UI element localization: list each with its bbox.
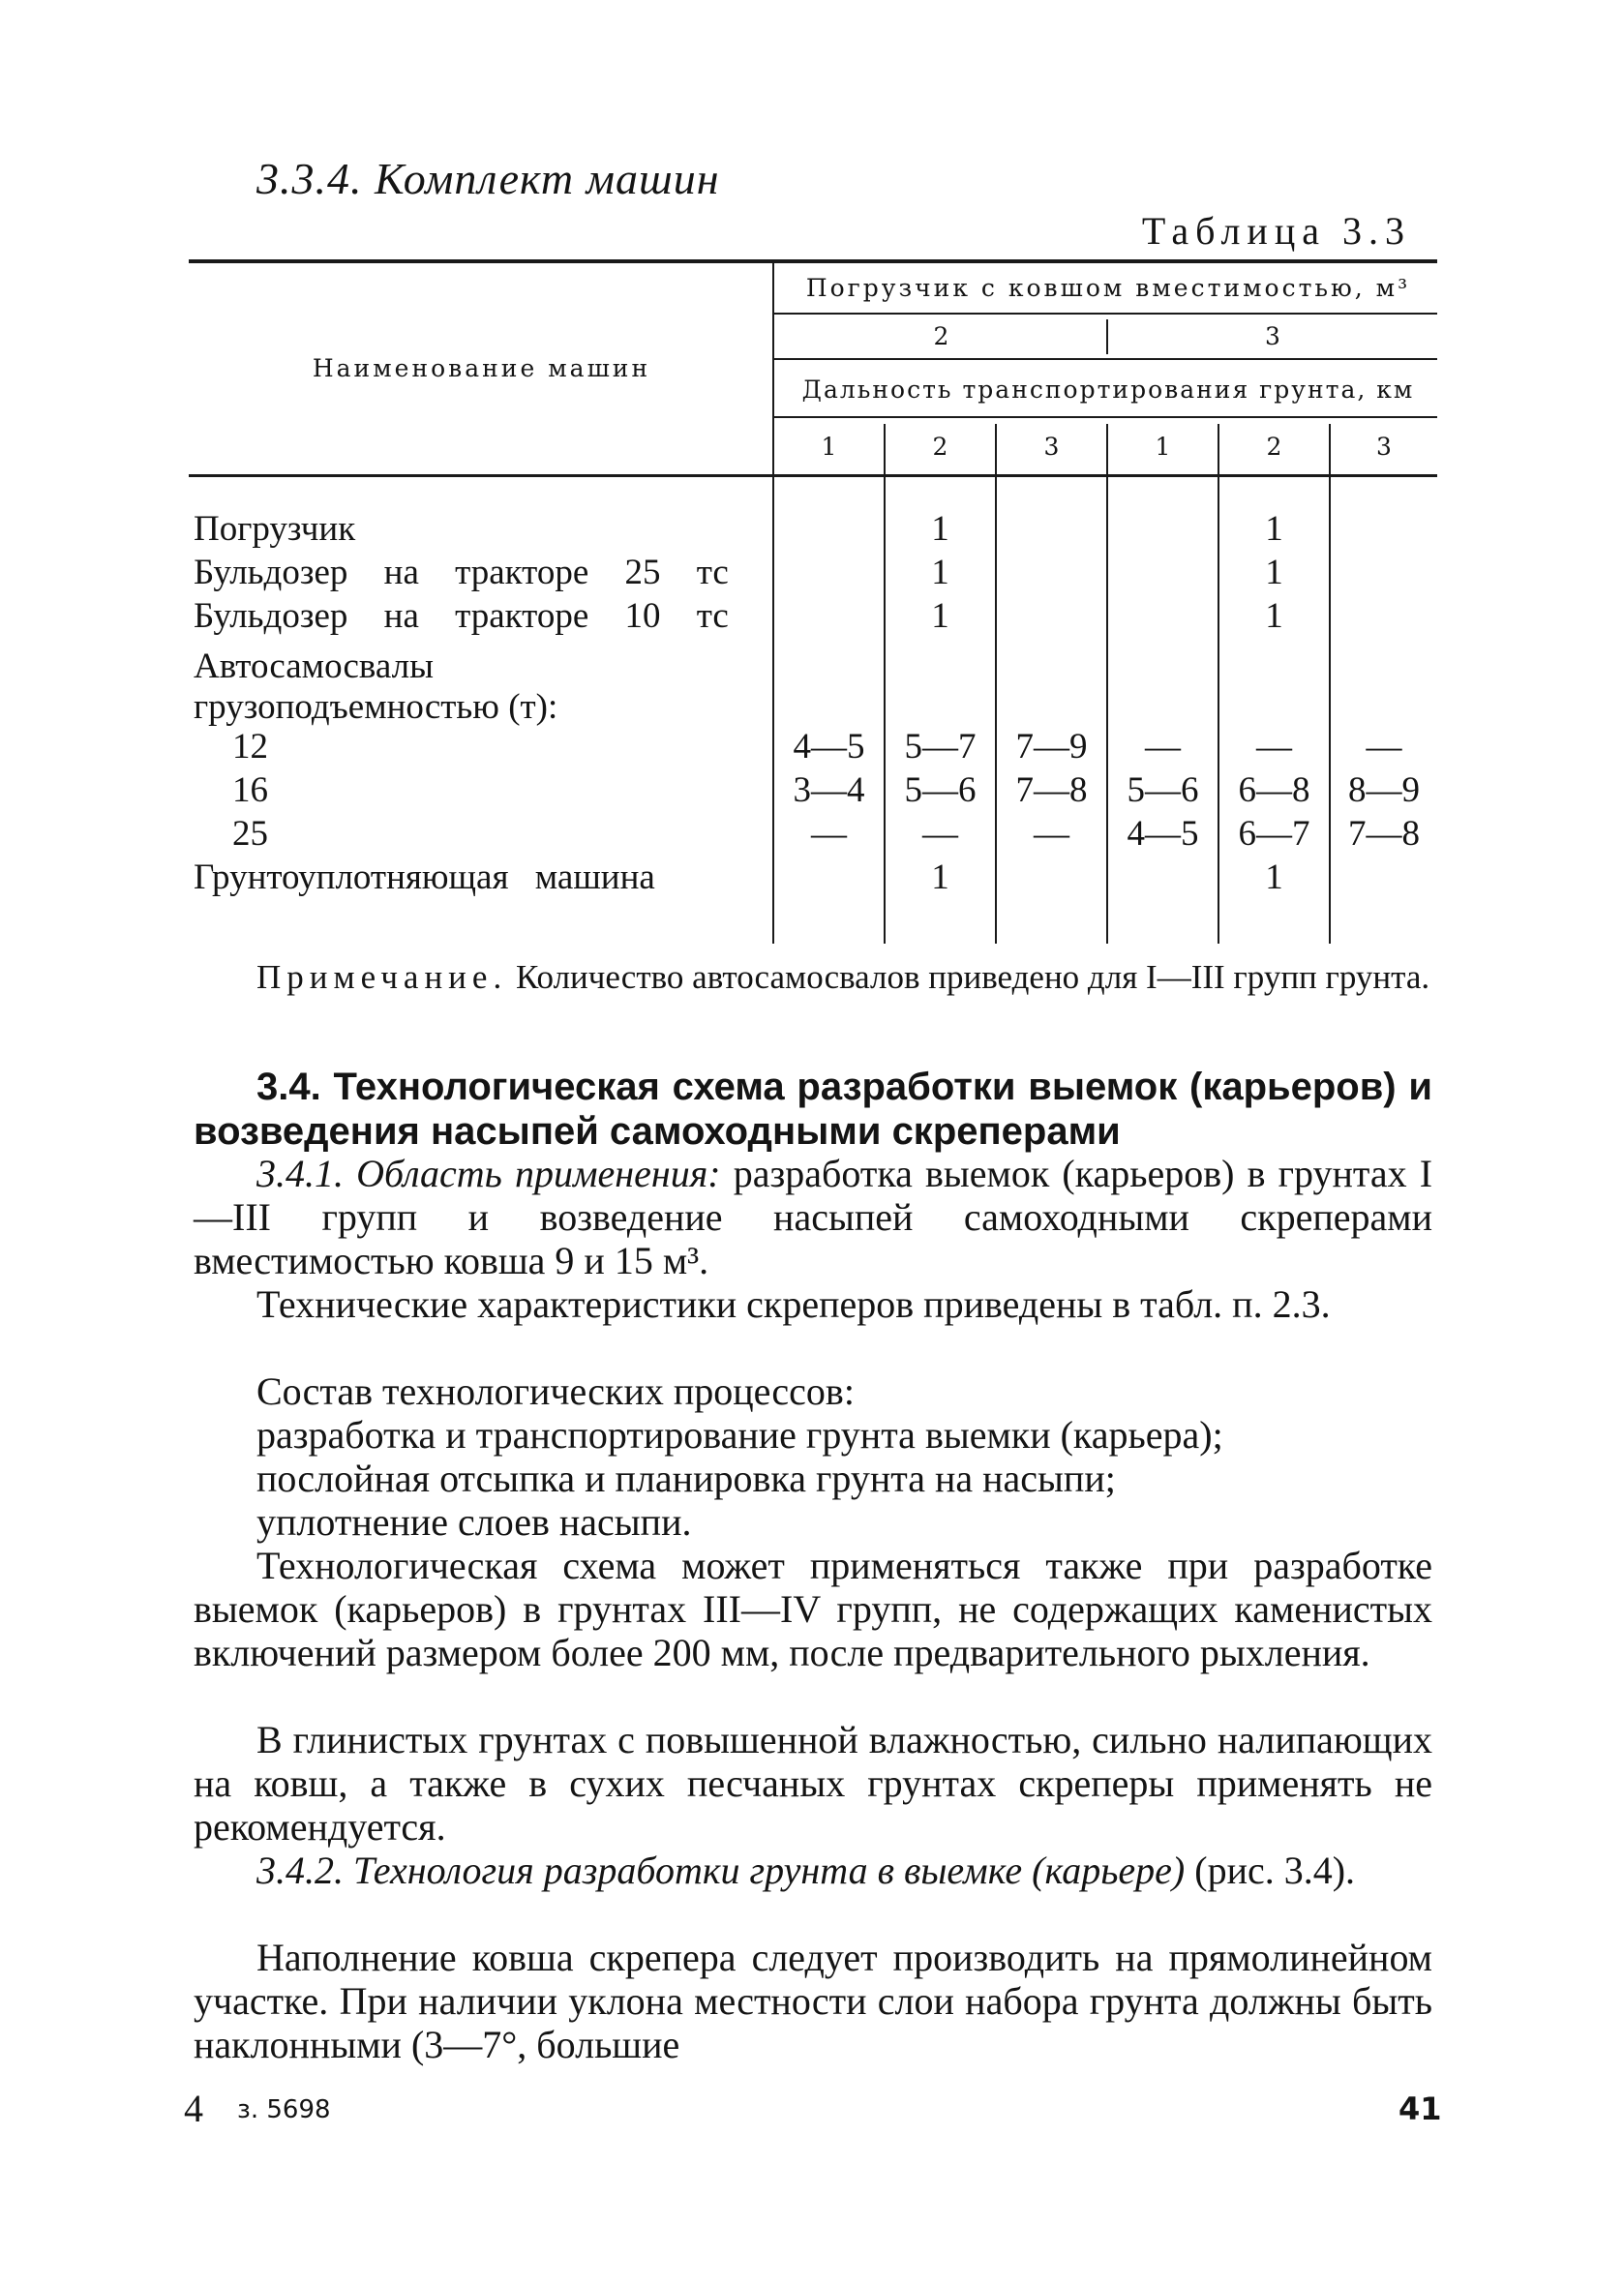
distance-1a: 1: [821, 433, 837, 461]
row-name: Грунтоуплотняющая машина: [194, 857, 655, 897]
paragraph-3-4-2: [194, 1849, 1432, 1892]
footer-order-number: з. 5698: [237, 2095, 331, 2124]
table-cell: —: [922, 814, 958, 854]
table-cell: 4—5: [793, 727, 865, 767]
table-top-rule: [189, 259, 1437, 263]
process-item: уплотнение слоев насыпи.: [256, 1500, 692, 1544]
row-name: Бульдозер на тракторе 25 тс: [194, 553, 729, 592]
header-rule-1: [774, 313, 1437, 315]
paragraph-fill: Наполнение ковша скрепера следует производить на прямолинейном участке. При наличии уклона местности слои набора грунта должны быть наклонными (3—7°, большие: [194, 1936, 1432, 2066]
paragraph-3-4-1: [194, 1152, 1432, 1282]
vrule-col-2: [995, 424, 997, 944]
distance-2b: 2: [1266, 433, 1282, 461]
paragraph-3-4-2-ref: (рис. 3.4).: [1194, 1849, 1356, 1892]
table-cell: 1: [931, 509, 949, 549]
table-cell: —: [1034, 814, 1069, 854]
capacity-3: 3: [1265, 322, 1280, 350]
table-cell: 1: [931, 857, 949, 897]
section-title: 3.3.4. Комплект машин: [256, 154, 720, 203]
table-cell: 1: [1265, 509, 1283, 549]
distance-1b: 1: [1155, 433, 1171, 461]
capacity-2: 2: [933, 322, 949, 350]
footer-sheet-number: 4: [184, 2087, 203, 2130]
note-text: Количество автосамосвалов приведено для I—III групп грунта.: [515, 958, 1430, 996]
table-cell: 1: [1265, 553, 1283, 592]
row-name: 25: [232, 814, 268, 854]
table-cell: 1: [1265, 596, 1283, 636]
distance-3b: 3: [1376, 433, 1392, 461]
paragraph-3-4-1-text: разработка выемок (карьеров) в грунтах I—III групп и возведение насыпей самоходными скреперами вместимостью ковша 9 и 15 м³.: [194, 1152, 1433, 1282]
row-name: Погрузчик: [194, 509, 356, 549]
row-name: Автосамосвалы грузоподъемностью (т):: [194, 647, 558, 727]
paragraph-scheme: Технологическая схема может применяться также при разработке выемок (карьеров) в грунтах III—IV групп, не содержащих каменистых включений размером более 200 мм, после предварительного рыхления.: [194, 1544, 1432, 1674]
header-rule-3: [774, 416, 1437, 418]
distance-3a: 3: [1043, 433, 1060, 461]
table-cell: 6—7: [1238, 814, 1310, 854]
group-header: Погрузчик с ковшом вместимостью, м³: [805, 274, 1411, 302]
table-cell: 7—8: [1348, 814, 1420, 854]
distance-header: Дальность транспортирования грунта, км: [801, 376, 1415, 404]
paragraph-3-4-1-label: 3.4.1. Область применения:: [256, 1152, 721, 1195]
distance-2a: 2: [932, 433, 948, 461]
table-cell: 5—6: [1127, 770, 1199, 810]
page-number: 41: [1398, 2090, 1442, 2127]
vrule-col-3: [1106, 424, 1108, 944]
header-rule-2: [774, 358, 1437, 360]
table-cell: —: [811, 814, 847, 854]
paragraph-composition: Состав технологических процессов:: [256, 1369, 855, 1413]
table-cell: 6—8: [1238, 770, 1310, 810]
table-cell: —: [1366, 727, 1402, 767]
table-cell: 1: [931, 596, 949, 636]
table-cell: 3—4: [793, 770, 865, 810]
table-cell: 7—8: [1015, 770, 1088, 810]
table-cell: 5—7: [904, 727, 977, 767]
table-cell: 4—5: [1127, 814, 1199, 854]
table-cell: —: [1145, 727, 1181, 767]
row-name: 12: [232, 727, 268, 767]
table-label: Таблица 3.3: [1141, 209, 1411, 253]
table-cell: 7—9: [1015, 727, 1088, 767]
name-column-header: Наименование машин: [312, 354, 651, 382]
table-cell: 1: [931, 553, 949, 592]
process-item: послойная отсыпка и планировка грунта на насыпи;: [256, 1457, 1116, 1500]
table-cell: 5—6: [904, 770, 977, 810]
paragraph-clay: В глинистых грунтах с повышенной влажностью, сильно налипающих на ковш, а также в сухих песчаных грунтах скреперы применять не рекомендуется.: [194, 1718, 1432, 1849]
table-note: [194, 958, 1432, 997]
note-label: Примечание.: [256, 958, 508, 996]
table-cell: 8—9: [1348, 770, 1420, 810]
header-bottom-rule: [189, 474, 1437, 477]
section-heading: 3.4. Технологическая схема разработки выемок (карьеров) и возведения насыпей самоходными скреперами: [194, 1066, 1432, 1153]
paragraph-tech: Технические характеристики скреперов приведены в табл. п. 2.3.: [256, 1282, 1331, 1326]
table-cell: 1: [1265, 857, 1283, 897]
row-name: Бульдозер на тракторе 10 тс: [194, 596, 729, 636]
row-name: 16: [232, 770, 268, 810]
paragraph-3-4-2-label: 3.4.2. Технология разработки грунта в выемке (карьере): [256, 1849, 1186, 1892]
table-cell: —: [1256, 727, 1292, 767]
process-item: разработка и транспортирование грунта выемки (карьера);: [256, 1413, 1223, 1457]
vrule-col-5: [1329, 424, 1331, 944]
